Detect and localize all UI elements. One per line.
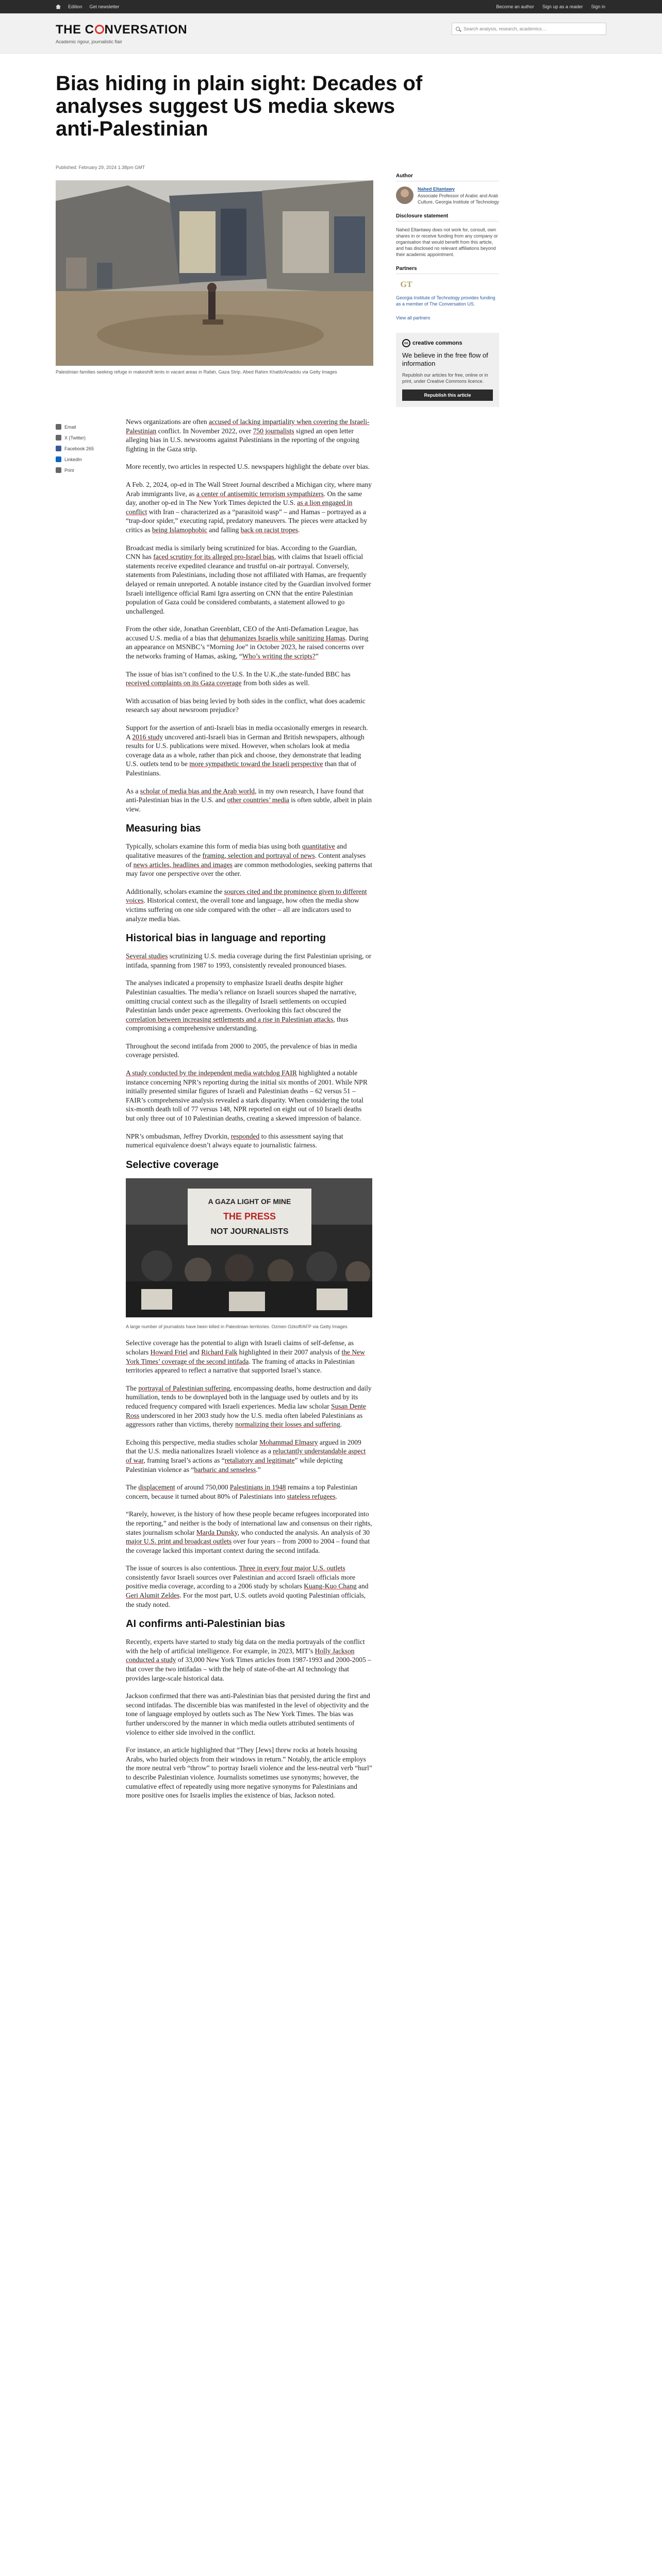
paragraph: The issue of sources is also contentious. Three in every four major U.S. outlets consistently favor Israeli sources over Palestinian and accord Israeli officials more positive media coverage, according to a 2006 study by scholars Kuang-Kuo Chang and Geri Alumit Zeldes. For the most part, U.S. outlets avoid quoting Palestinian officials, the study noted. [126,1564,369,1608]
inline-link[interactable]: Marda Dunsky [196,1528,238,1536]
inline-link[interactable]: Holly Jackson conducted a study [126,1647,355,1664]
section-heading: Historical bias in language and reporting [126,933,326,944]
article-body [126,417,372,1809]
linkedin-icon [56,456,61,462]
paragraph: Additionally, scholars examine the sources cited and the prominence given to different voices. Historical context, the overall tone and language, how often the media show victims suffering on one side compared with the other – all are indicators used to analyze media bias. [126,887,367,923]
figure-caption: A large number of journalists have been killed in Palestinian territories. Ozmen Ozkoff/AFP via Getty Images [126,1324,347,1330]
share-print[interactable]: Print [56,465,94,476]
paragraph: A Feb. 2, 2024, op-ed in The Wall Street Journal described a Michigan city, where many Arab immigrants live, as a center of antisemitic terrorism sympathizers. On the same day, another op-ed in The New York Times depicted the U.S. as a lion engaged in conflict with Iran – characterized as a “parasitoid wasp” – and Hamas – portrayed as a “trap-door spider,” executing rapid, predatory maneuvers. The pieces were attacked by critics as being Islamophobic and falling back on racist tropes. [126,480,372,534]
inline-link[interactable]: more sympathetic toward the Israeli perspective [189,760,323,768]
inline-link[interactable]: Several studies [126,952,168,960]
inline-link[interactable]: received complaints on its Gaza coverage [126,679,242,687]
disclosure-text: Nahed Eltantawy does not work for, consult, own shares in or receive funding from any company or organisation that would benefit from this article, and has disclosed no relevant affiliations beyond their academic appointment. [396,227,498,257]
section-heading: AI confirms anti-Palestinian bias [126,1618,285,1630]
published-date: Published: February 29, 2024 1.38pm GMT [56,165,145,170]
section-heading: Measuring bias [126,823,201,835]
signin-link[interactable]: Sign in [591,4,605,9]
facebook-icon [56,446,61,451]
paragraph: Broadcast media is similarly being scrutinized for bias. According to the Guardian, CNN has faced scrutiny for its alleged pro-Israel bias, with claims that Israeli official statements receive expedited clearance and trustful on-air portrayal. Conversely, statements from Palestinians, including those not affiliated with Hamas, are frequently delayed or remain unreported. A notable instance cited by the Guardian involved former Israeli intelligence official Rami Igra asserting on CNN that the entire Palestinian population of Gaza could be considered combatants, a statement allowed to go unchallenged. [126,544,371,615]
paragraph: “Rarely, however, is the history of how these people became refugees incorporated into the reporting,” and neither is the body of international law and consensus on their rights, states journalism scholar Marda Dunsky, who conducted the analysis. An analysis of 30 major U.S. print and broadcast outlets over four years – from 2000 to 2004 – found that the coverage lacked this important context during the second intifada. [126,1510,372,1554]
republish-button[interactable]: Republish this article [402,389,493,401]
article-title: Bias hiding in plain sight: Decades of analyses suggest US media skews anti-Palestinian [56,72,423,140]
home-icon[interactable] [56,5,61,9]
logo-o-icon [95,25,104,34]
inline-link[interactable]: the New York Times’ coverage of the second intifada [126,1348,365,1365]
inline-link[interactable]: Who’s writing the scripts? [242,652,316,660]
paragraph: News organizations are often accused of lacking impartiality when covering the Israeli-Palestinian conflict. In November 2022, over 750 journalists signed an open letter alleging bias in U.S. newsrooms against Palestinians in the reporting of the ongoing fighting in the Gaza strip. [126,418,370,453]
share-email[interactable]: Email [56,421,94,432]
inline-link[interactable]: other countries’ media [227,796,289,804]
hero-caption: Palestinian families seeking refuge in makeshift tents in vacant areas in Rafah, Gaza Strip. Abed Rahim Khatib/Anadolu via Getty Images [56,369,337,375]
inline-link[interactable]: reluctantly understandable aspect of war [126,1447,366,1464]
share-panel [56,421,94,476]
paragraph: The displacement of around 750,000 Palestinians in 1948 remains a top Palestinian concern, because it turned about 80% of Palestinians into stateless refugees. [126,1483,358,1500]
signup-link[interactable]: Sign up as a reader [542,4,583,9]
top-utility-bar [0,0,662,13]
section-heading: Selective coverage [126,1159,219,1171]
paragraph: From the other side, Jonathan Greenblatt, CEO of the Anti-Defamation League, has accused U.S. media of a bias that dehumanizes Israelis while sanitizing Hamas. During an appearance on MSNBC’s “Morning Joe” in October 2023, he raised concerns over the networks framing of Hamas, asking, “Who’s writing the scripts?” [126,625,369,660]
paragraph: The analyses indicated a propensity to emphasize Israeli deaths despite higher Palestinian casualties. The media’s reliance on Israeli sources shaped the narrative, omitting crucial context such as the illegality of Israeli settlements on occupied Palestinian lands under peace agreements. Overlooking this fact obscured the correlation between increasing settlements and a rise in Palestinian attacks, thus compromising a comprehensive understanding. [126,979,357,1032]
avatar [396,187,413,204]
author-name[interactable]: Nahed Eltantawy [418,187,455,192]
paragraph: NPR’s ombudsman, Jeffrey Dvorkin, responded to this assessment saying that numerical equivalence doesn’t always equate to journalistic fairness. [126,1132,343,1149]
inline-link[interactable]: Three in every four major U.S. outlets [239,1564,345,1572]
inline-link[interactable]: quantitative [302,842,335,851]
republish-box [396,333,499,407]
inline-link[interactable]: being Islamophobic [152,526,207,534]
sidebar [396,173,499,407]
edition-menu[interactable]: Edition [68,4,82,9]
inline-link[interactable]: dehumanizes Israelis while sanitizing Hamas [220,634,345,642]
inline-link[interactable]: Geri Alumit Zeldes [126,1591,180,1600]
share-facebook[interactable]: Facebook 265 [56,443,94,454]
creative-commons-logo: cc creative commons [402,339,493,347]
author-role: Associate Professor of Arabic and Arab Culture, Georgia Institute of Technology [418,193,499,205]
paragraph: Selective coverage has the potential to align with Israeli claims of self-defense, as scholars Howard Friel and Richard Falk highlighted in their 2007 analysis of the New York Times’ coverage of the second intifada. The framing of attacks in Palestinian territories appeared to reflect a narrative that supported Israel’s stance. [126,1339,365,1375]
inline-link[interactable]: news articles, headlines and images [133,860,233,869]
inline-link[interactable]: back on racist tropes [240,526,299,534]
paragraph: A study conducted by the independent media watchdog FAIR highlighted a notable instance concerning NPR’s reporting during the initial six months of 2001. While NPR initially presented similar figures of Israeli and Palestinian deaths – 62 versus 51 – FAIR’s comprehensive analysis revealed a stark disparity. When considering the total six-month death toll of 77 versus 148, NPR reported on eight out of 10 Israeli deaths but only three out of 10 Palestinian deaths, creating a skewed impression of balance. [126,1069,368,1123]
hero-image [56,180,373,366]
protest-sign-text: A GAZA LIGHT OF MINE [208,1197,291,1206]
email-icon [56,424,61,430]
inline-link[interactable]: responded [230,1132,260,1140]
inline-link[interactable]: Howard Friel [150,1348,188,1356]
inline-link[interactable]: Richard Falk [201,1348,238,1356]
inline-link[interactable]: framing, selection and portrayal of news [202,851,315,859]
inline-link[interactable]: as a lion engaged in conflict [126,499,353,516]
x-icon [56,435,61,440]
inline-link[interactable]: Palestinians in 1948 [229,1483,286,1492]
inline-link[interactable]: Mohammad Elmasry [259,1438,318,1446]
paragraph: As a scholar of media bias and the Arab world, in my own research, I have found that anti-Palestinian bias in the U.S. and other countries’ media is often subtle, albeit in plain view. [126,787,372,813]
republish-heading: We believe in the free flow of information [402,351,488,367]
tagline: Academic rigour, journalistic flair [56,39,123,44]
svg-text:THE PRESS: THE PRESS [223,1211,276,1222]
become-author-link[interactable]: Become an author [496,4,534,9]
inline-link[interactable]: Kuang-Kuo Chang [304,1582,357,1590]
paragraph: Echoing this perspective, media studies scholar Mohammad Elmasry argued in 2009 that the U.S. media nationalizes Israeli violence as a reluctantly understandable aspect of war, framing Israel’s actions as “retaliatory and legitimate” while depicting Palestinian violence as “barbaric and senseless.” [126,1438,366,1473]
inline-link[interactable]: correlation between increasing settlements and a rise in Palestinian attacks [126,1015,334,1023]
inline-link[interactable]: stateless refugees [287,1492,336,1500]
disclosure-heading: Disclosure statement [396,213,499,222]
partner-text[interactable]: Georgia Institute of Technology provides funding as a member of The Conversation US. [396,295,495,307]
view-all-partners-link[interactable]: View all partners [396,315,431,320]
inline-link[interactable]: normalizing their losses and suffering [235,1420,340,1429]
paragraph: Typically, scholars examine this form of media bias using both quantitative and qualitative measures of the framing, selection and portrayal of news. Content analyses of news articles, headlines and images are common methodologies, seeking patterns that may favor one perspective over the other. [126,842,372,878]
inline-link[interactable]: major U.S. print and broadcast outlets [126,1537,232,1546]
creative-commons-icon: cc [402,339,410,347]
search-input[interactable]: Search analysis, research, academics… [452,23,606,35]
paragraph: Jackson confirmed that there was anti-Palestinian bias that persisted during the first and second intifadas. The discernible bias was manifested in the level of objectivity and the tone of language employed by outlets such as The New York Times. The bias was further underscored by the manner in which media outlets attributed sentiments of violence to either side involved in the conflict. [126,1692,370,1736]
share-linkedin[interactable]: LinkedIn [56,454,94,465]
inline-link[interactable]: 2016 study [132,733,163,741]
share-x[interactable]: X (Twitter) [56,432,94,443]
inline-link[interactable]: A study conducted by the independent media watchdog FAIR [126,1069,297,1077]
paragraph: Support for the assertion of anti-Israeli bias in media occasionally emerges in research. A 2016 study uncovered anti-Israeli bias in German and British newspapers, although results for U.S. publications were mixed. However, when scholars look at media coverage data as a whole, rather than pick and choose, they demonstrate that leading U.S. outlets tend to be more sympathetic toward the Israeli perspective than that of Palestinians. [126,724,368,777]
georgia-tech-logo[interactable]: GT [400,280,412,289]
inline-link[interactable]: portrayal of Palestinian suffering [138,1384,230,1392]
masthead [0,13,662,54]
paragraph: With accusation of bias being levied by both sides in the conflict, what does academic research say about newsroom prejudice? [126,697,366,714]
paragraph: Throughout the second intifada from 2000 to 2005, the prevalence of bias in media coverage persisted. [126,1042,357,1059]
search-icon [456,27,460,31]
paragraph: For instance, an article highlighted that “They [Jews] threw rocks at hotels housing Arabs, who hurled objects from their windows in return.” Notably, the article employs the more neutral verb “throw” to portray Israeli violence and the less-neutral verb “hurl” to describe Palestinian violence. Journalists sometimes use synonyms; however, the cumulative effect of repeatedly using more negative synonyms for Palestinians and more positive ones for Israelis implies the existence of bias, Jackson noted. [126,1746,372,1800]
newsletter-link[interactable]: Get newsletter [89,4,120,9]
inline-link[interactable]: faced scrutiny for its alleged pro-Israel bias [153,553,274,561]
inline-link[interactable]: 750 journalists [253,427,294,435]
inline-link[interactable]: accused of lacking impartiality when covering the Israeli-Palestinian [126,418,370,435]
inline-link[interactable]: barbaric and senseless [194,1465,256,1473]
inline-link[interactable]: scholar of media bias and the Arab world [140,787,255,795]
inline-link[interactable]: a center of antisemitic terrorism sympathizers [196,489,324,498]
paragraph: The issue of bias isn’t confined to the U.S. In the U.K.,the state-funded BBC has received complaints on its Gaza coverage from both sides as well. [126,670,351,687]
paragraph: The portrayal of Palestinian suffering, encompassing deaths, home destruction and daily humiliation, tends to be downplayed both in the language used by outlets and by its reduced frequency compared with Israeli experiences. Media law scholar Susan Dente Ross underscored in her 2003 study how the U.S. media often labeled Palestinians as aggressors rather than victims, thereby normalizing their losses and suffering. [126,1384,372,1429]
inline-link[interactable]: displacement [138,1483,175,1492]
print-icon [56,467,61,473]
paragraph: Several studies scrutinizing U.S. media coverage during the first Palestinian uprising, or intifada, spanning from 1987 to 1993, consistently revealed pronounced biases. [126,952,372,969]
republish-text: Republish our articles for free, online or in print, under Creative Commons licence. [402,372,488,384]
paragraph: More recently, two articles in respected U.S. newspapers highlight the debate over bias. [126,463,370,471]
author-heading: Author [396,173,499,181]
site-logo[interactable]: THE C NVERSATION [56,23,188,37]
inline-link[interactable]: sources cited and the prominence given to different voices [126,887,367,905]
inline-link[interactable]: Susan Dente Ross [126,1402,366,1419]
partners-heading: Partners [396,266,499,274]
author-card[interactable] [396,187,499,205]
protest-figure-image [126,1178,372,1320]
paragraph: Recently, experts have started to study big data on the media portrayals of the conflict with the help of artificial intelligence. For example, in 2023, MIT’s Holly Jackson conducted a study of 33,000 New York Times articles from 1987-1993 and 2000-2005 – that cover the two intifadas – with the help of state-of-the-art AI technology that provides large-scale historical data. [126,1638,371,1682]
svg-text:NOT JOURNALISTS: NOT JOURNALISTS [210,1227,289,1236]
inline-link[interactable]: retaliatory and legitimate [224,1456,295,1464]
